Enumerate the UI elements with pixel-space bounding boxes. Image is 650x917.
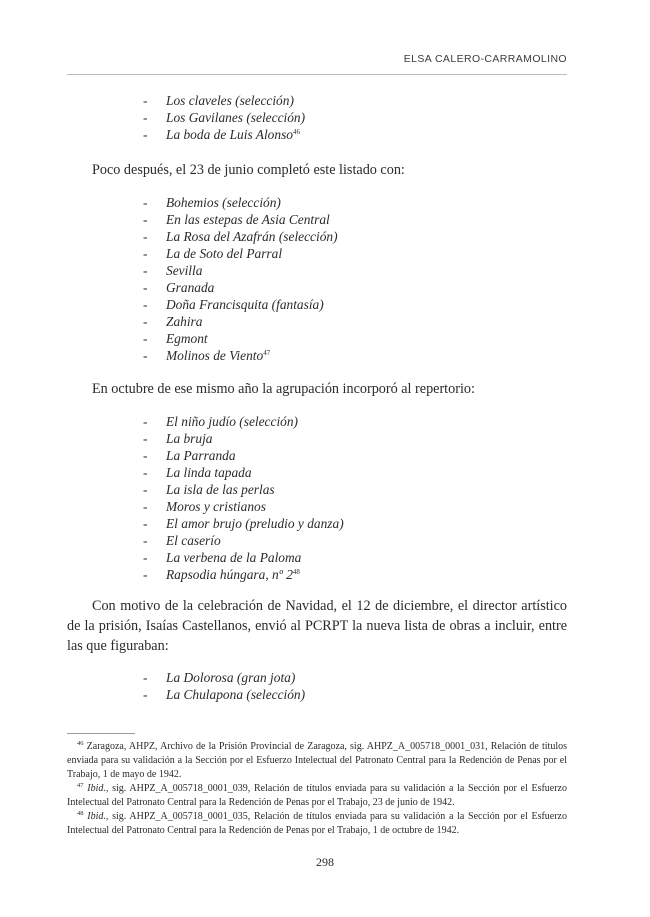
work-title: Granada bbox=[166, 280, 215, 295]
work-title: La Dolorosa (gran jota) bbox=[166, 670, 296, 685]
list-dash: - bbox=[143, 533, 148, 548]
list-dash: - bbox=[143, 516, 148, 531]
footnote-text: Zaragoza, AHPZ, Archivo de la Prisión Provincial de Zaragoza, sig. AHPZ_A_005718_0001_031, Relación de títulos enviada para su validación a la Sección por el Esfuerzo Intelectual del Patronato Central para la Redención de Penas por el Trabajo, 1 de mayo de 1942. bbox=[67, 741, 568, 780]
work-title: Moros y cristianos bbox=[166, 499, 266, 514]
work-list-item bbox=[67, 245, 567, 262]
list-dash: - bbox=[143, 465, 148, 480]
list-dash: - bbox=[143, 297, 148, 312]
running-title: ELSA CALERO-CARRAMOLINO bbox=[403, 53, 567, 65]
work-list-item bbox=[67, 279, 567, 296]
work-list-item bbox=[67, 686, 567, 703]
footnote-ref: 47 bbox=[263, 349, 271, 357]
footnote-ref: 48 bbox=[292, 568, 300, 576]
work-list-item bbox=[67, 481, 567, 498]
work-title: Zahira bbox=[166, 314, 203, 329]
work-title: La verbena de la Paloma bbox=[166, 550, 302, 565]
footnote-text: , sig. AHPZ_A_005718_0001_035, Relación de títulos enviada para su validación a la Sección por el Esfuerzo Intelectual del Patronato Central para la Redención de Penas por el Trabajo, 1 de octubre de 1942. bbox=[67, 811, 567, 836]
work-title: El caserío bbox=[166, 533, 221, 548]
paragraph-june: Poco después, el 23 de junio completó este listado con: bbox=[92, 162, 405, 178]
work-title: Sevilla bbox=[166, 263, 203, 278]
work-title: En las estepas de Asia Central bbox=[166, 212, 330, 227]
work-title: Los Gavilanes (selección) bbox=[166, 110, 306, 125]
work-title: La isla de las perlas bbox=[166, 482, 275, 497]
works-list-4 bbox=[67, 669, 567, 703]
work-title: Bohemios (selección) bbox=[166, 195, 281, 210]
list-dash: - bbox=[143, 687, 148, 702]
work-list-item bbox=[67, 669, 567, 686]
list-dash: - bbox=[143, 348, 148, 363]
footnote-47 bbox=[67, 782, 567, 810]
work-list-item bbox=[67, 515, 567, 532]
footnote-number: 47 bbox=[77, 782, 84, 789]
paragraph-christmas: Con motivo de la celebración de Navidad, el 12 de diciembre, el director artístico de la prisión, Isaías Castellanos, envió al PCRPT la nueva lista de obras a incluir, entre las que figuraban: bbox=[67, 598, 567, 654]
footnote-48 bbox=[67, 810, 567, 838]
work-list-item bbox=[67, 228, 567, 245]
footnote-number: 46 bbox=[77, 740, 84, 747]
work-list-item bbox=[67, 447, 567, 464]
work-list-item bbox=[67, 262, 567, 279]
work-title: Molinos de Viento bbox=[166, 348, 264, 363]
work-title: El amor brujo (preludio y danza) bbox=[166, 516, 344, 531]
footnote-46 bbox=[67, 740, 567, 782]
list-dash: - bbox=[143, 314, 148, 329]
works-list-1 bbox=[67, 92, 567, 143]
work-title: El niño judío (selección) bbox=[166, 414, 299, 429]
list-dash: - bbox=[143, 448, 148, 463]
work-list-item bbox=[67, 430, 567, 447]
work-list-item bbox=[67, 347, 567, 364]
list-dash: - bbox=[143, 93, 148, 108]
work-list-item bbox=[67, 330, 567, 347]
work-title: La boda de Luis Alonso bbox=[166, 127, 293, 142]
work-list-item bbox=[67, 211, 567, 228]
running-header bbox=[67, 52, 567, 75]
work-title: La linda tapada bbox=[166, 465, 252, 480]
work-list-item bbox=[67, 566, 567, 583]
work-title: La Chulapona (selección) bbox=[166, 687, 306, 702]
work-title: La de Soto del Parral bbox=[166, 246, 283, 261]
work-list-item bbox=[67, 313, 567, 330]
list-dash: - bbox=[143, 229, 148, 244]
list-dash: - bbox=[143, 414, 148, 429]
list-dash: - bbox=[143, 110, 148, 125]
list-dash: - bbox=[143, 499, 148, 514]
work-list-item bbox=[67, 92, 567, 109]
footnote-ibid: Ibid. bbox=[87, 783, 106, 794]
work-list-item bbox=[67, 464, 567, 481]
list-dash: - bbox=[143, 550, 148, 565]
footnote-ibid: Ibid. bbox=[87, 811, 106, 822]
work-title: Los claveles (selección) bbox=[166, 93, 294, 108]
work-list-item bbox=[67, 296, 567, 313]
work-title: Egmont bbox=[166, 331, 208, 346]
work-list-item bbox=[67, 109, 567, 126]
work-list-item bbox=[67, 549, 567, 566]
footnote-number: 48 bbox=[77, 810, 84, 817]
work-list-item bbox=[67, 532, 567, 549]
list-dash: - bbox=[143, 331, 148, 346]
work-title: Rapsodia húngara, nº 2 bbox=[166, 567, 293, 582]
work-list-item bbox=[67, 413, 567, 430]
work-title: La Parranda bbox=[166, 448, 236, 463]
list-dash: - bbox=[143, 127, 148, 142]
list-dash: - bbox=[143, 670, 148, 685]
list-dash: - bbox=[143, 280, 148, 295]
work-list-item bbox=[67, 498, 567, 515]
list-dash: - bbox=[143, 212, 148, 227]
list-dash: - bbox=[143, 195, 148, 210]
page-content bbox=[67, 92, 567, 703]
list-dash: - bbox=[143, 567, 148, 582]
footnote-ref: 46 bbox=[292, 128, 300, 136]
works-list-3 bbox=[67, 413, 567, 583]
work-list-item bbox=[67, 194, 567, 211]
work-title: Doña Francisquita (fantasía) bbox=[166, 297, 324, 312]
work-title: La Rosa del Azafrán (selección) bbox=[166, 229, 338, 244]
work-title: La bruja bbox=[166, 431, 213, 446]
list-dash: - bbox=[143, 431, 148, 446]
work-list-item bbox=[67, 126, 567, 143]
page-number: 298 bbox=[316, 855, 334, 869]
list-dash: - bbox=[143, 263, 148, 278]
paragraph-october: En octubre de ese mismo año la agrupación incorporó al repertorio: bbox=[92, 381, 475, 397]
list-dash: - bbox=[143, 246, 148, 261]
works-list-2 bbox=[67, 194, 567, 364]
footnotes bbox=[67, 733, 567, 838]
list-dash: - bbox=[143, 482, 148, 497]
footnote-text: , sig. AHPZ_A_005718_0001_039, Relación de títulos enviada para su validación a la Sección por el Esfuerzo Intelectual del Patronato Central para la Redención de Penas por el Trabajo, 23 de junio de 1942. bbox=[67, 783, 567, 808]
